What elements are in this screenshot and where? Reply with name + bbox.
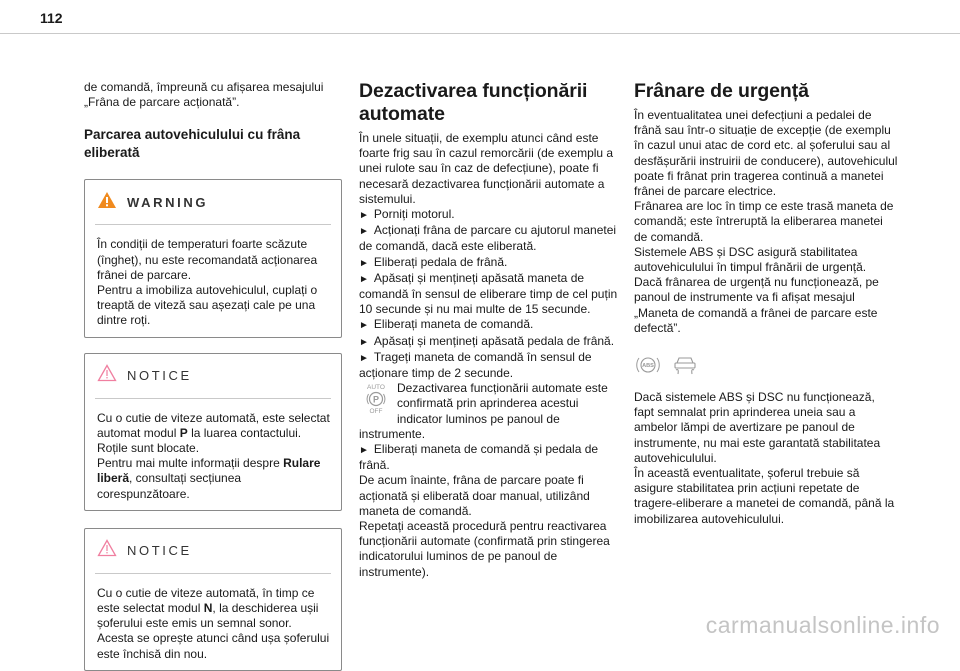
col3-paragraph: Frânarea are loc în timp ce este trasă maneta de comandă; este întreruptă la eliberarea manetei de comandă. xyxy=(634,199,894,244)
svg-text:AUTO: AUTO xyxy=(367,384,385,392)
arrow-icon: ► xyxy=(359,352,369,364)
notice-box-2 xyxy=(84,528,342,671)
svg-text:OFF: OFF xyxy=(369,408,383,416)
page-number: 112 xyxy=(40,10,63,26)
arrow-icon: ► xyxy=(359,226,369,238)
col1-intro: de comandă, împreună cu afișarea mesajului „Frâna de parcare acționată”. xyxy=(84,80,324,110)
warning-paragraph: În condiții de temperaturi foarte scăzute (îngheț), nu este recomandată acționarea frânei de parcare. xyxy=(97,237,318,282)
notice-header xyxy=(85,354,341,398)
col3-paragraph: Dacă frânarea de urgență nu funcționează, pe panoul de instrumente va fi afișat mesajul „Maneta de comandă a frânei de parcare este defectă”. xyxy=(634,275,879,335)
warning-title: WARNING xyxy=(127,194,209,210)
step-item: ► Trageți maneta de comandă în sensul de acționare timp de 2 secunde. xyxy=(359,349,592,381)
warning-box xyxy=(84,179,342,337)
section-heading-parking: Parcarea autovehiculului cu frâna eliberată xyxy=(84,127,301,161)
section-heading-emergency-braking: Frânare de urgență xyxy=(634,80,809,102)
indicator-note: AUTO P OFF Dezactivarea funcționării automate este confirmată prin aprinderea acestui indicator luminos pe panoul de instrumente. xyxy=(359,381,608,441)
column-2 xyxy=(359,80,618,580)
step-item: ► Eliberați pedala de frână. xyxy=(359,254,508,269)
arrow-icon: ► xyxy=(359,445,369,457)
col3-paragraph: Dacă sistemele ABS și DSC nu funcționează, fapt semnalat prin aprinderea uneia sau a ambelor lămpi de avertizare pe panoul de instrumente, nu mai este garantată stabilitatea autovehiculului. xyxy=(634,390,881,465)
watermark: carmanualsonline.info xyxy=(705,612,940,638)
step-item: ► Porniți motorul. xyxy=(359,207,455,222)
col2-paragraph: Repetați această procedură pentru reactivarea funcționării automate (confirmată prin stingerea indicatorului luminos de pe panoul de instrumente). xyxy=(359,519,610,579)
col2-paragraph: De acum înainte, frâna de parcare poate fi acționată și eliberată doar manual, utilizând maneta de comandă. xyxy=(359,473,590,518)
notice-box xyxy=(84,353,342,511)
warning-body xyxy=(85,225,341,336)
arrow-icon: ► xyxy=(359,210,369,222)
notice-header xyxy=(85,529,341,573)
step-item: ► Apăsați și mențineți apăsată maneta de comandă în sensul de eliberare timp de cel puțin 10 secunde și nu mai multe de 15 secunde. xyxy=(359,270,618,317)
col3-paragraph: Sistemele ABS și DSC asigură stabilitatea autovehiculului în timpul frânării de urgență. xyxy=(634,244,867,275)
notice-body xyxy=(85,399,341,510)
top-divider xyxy=(0,33,960,34)
svg-text:P: P xyxy=(372,394,380,405)
arrow-icon: ► xyxy=(359,336,369,348)
warning-header xyxy=(85,180,341,224)
arrow-icon: ► xyxy=(359,257,369,269)
section-heading-deactivation: Dezactivarea funcționării automate xyxy=(359,80,588,125)
col3-paragraph: În eventualitatea unei defecțiuni a pedalei de frână sau într-o situație de excepție (de exemplu în cazul unui atac de cord etc. al șoferului sau al desfășurării instruirii de conducere), autovehiculul poate fi frânat prin tragerea continuă a manetei frânei de parcare electrice. xyxy=(634,108,898,199)
warning-paragraph: Pentru a imobiliza autovehiculul, cuplați o treaptă de viteză sau așezați cale pe una dintre roți. xyxy=(97,283,318,328)
step-item: ► Eliberați maneta de comandă. xyxy=(359,317,534,332)
col3-paragraph: În această eventualitate, șoferul trebuie să asigure stabilitatea prin acțiuni repetate de tragere-eliberare a manetei de comandă, până la imobilizarea autovehiculului. xyxy=(634,466,895,526)
step-item: ► Apăsați și mențineți apăsată pedala de frână. xyxy=(359,333,615,348)
arrow-icon: ► xyxy=(359,273,369,285)
dsc-skid-warning-icon xyxy=(670,354,700,380)
notice-body xyxy=(85,574,341,670)
notice-paragraph: Cu o cutie de viteze automată, în timp ce este selectat modul N, la deschiderea ușii șoferului este emis un semnal sonor. Acesta se oprește atunci când ușa șoferului este închisă din nou. xyxy=(97,585,330,661)
step-item: ► Acționați frâna de parcare cu ajutorul manetei de comandă, dacă este eliberată. xyxy=(359,223,617,254)
svg-text:ABS: ABS xyxy=(642,363,654,370)
abs-warning-icon xyxy=(634,354,662,380)
notice-paragraph: Pentru mai multe informații despre Rulare liberă, consultați secțiunea corespunzătoare. xyxy=(97,456,321,501)
notice-paragraph: Cu o cutie de viteze automată, este selectat automat modul P la luarea contactului. Roțile sunt blocate. xyxy=(97,410,330,456)
column-1 xyxy=(84,80,342,671)
column-3 xyxy=(634,80,898,527)
warning-triangle-icon xyxy=(97,191,117,214)
col2-body xyxy=(359,131,618,580)
notice-triangle-icon xyxy=(97,539,117,562)
notice-triangle-icon xyxy=(97,364,117,387)
notice-title: NOTICE xyxy=(127,368,192,384)
step-item: ► Eliberați maneta de comandă și pedala de frână. xyxy=(359,442,599,473)
notice-title: NOTICE xyxy=(127,543,192,559)
auto-p-off-indicator-icon xyxy=(361,382,391,414)
col2-intro: În unele situații, de exemplu atunci când este foarte frig sau în cazul remorcării (de exemplu a unei rulote sau în caz de defecțiune), poate fi necesară dezactivarea funcționării automate a sistemului. xyxy=(359,131,614,206)
arrow-icon: ► xyxy=(359,320,369,332)
warning-lamps-row xyxy=(634,356,898,378)
col3-body xyxy=(634,108,898,527)
